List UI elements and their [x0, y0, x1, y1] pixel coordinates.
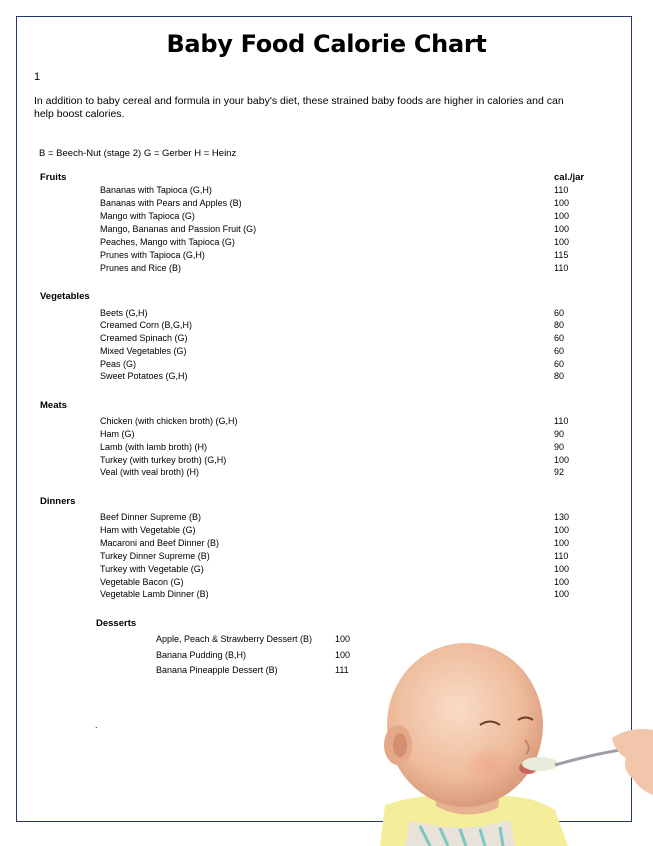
- list-item-name: Beets (G,H): [100, 308, 148, 318]
- list-item-name: Prunes with Tapioca (G,H): [100, 250, 205, 260]
- page-number: 1: [34, 71, 41, 83]
- list-item-name: Banana Pudding (B,H): [156, 650, 247, 660]
- list-item-name: Macaroni and Beef Dinner (B): [100, 538, 220, 548]
- list-item-name: Creamed Spinach (G): [100, 333, 188, 343]
- list-item-calories: 100: [554, 455, 570, 465]
- list-item-name: Peaches, Mango with Tapioca (G): [100, 237, 235, 247]
- list-item-calories: 100: [554, 237, 570, 247]
- document-title: Baby Food Calorie Chart: [166, 30, 487, 58]
- list-item-name: Turkey with Vegetable (G): [100, 564, 204, 574]
- list-item-name: Bananas with Pears and Apples (B): [100, 198, 242, 208]
- list-item-name: Beef Dinner Supreme (B): [100, 512, 202, 522]
- list-item-calories: 111: [335, 665, 349, 675]
- brand-legend: B = Beech-Nut (stage 2) G = Gerber H = Heinz: [39, 148, 237, 159]
- list-item-name: Lamb (with lamb broth) (H): [100, 442, 208, 452]
- list-item-calories: 110: [554, 551, 569, 561]
- list-item-calories: 100: [554, 577, 570, 587]
- list-item-name: Turkey Dinner Supreme (B): [100, 551, 210, 561]
- list-item-calories: 100: [554, 525, 570, 535]
- list-item-name: Peas (G): [100, 359, 137, 369]
- list-item-name: Veal (with veal broth) (H): [100, 467, 200, 477]
- baby-eating-from-spoon-photo: [340, 630, 653, 846]
- list-item-name: Sweet Potatoes (G,H): [100, 371, 188, 381]
- list-item-calories: 60: [554, 308, 565, 318]
- list-item-name: Ham with Vegetable (G): [100, 525, 196, 535]
- list-item-calories: 100: [554, 564, 570, 574]
- list-item-name: Vegetable Lamb Dinner (B): [100, 589, 209, 599]
- section-heading-meats: Meats: [40, 400, 67, 411]
- list-item-calories: 60: [554, 359, 565, 369]
- section-heading-dinners: Dinners: [40, 496, 76, 507]
- list-item-calories: 80: [554, 320, 565, 330]
- list-item-name: Mango with Tapioca (G): [100, 211, 195, 221]
- list-item-calories: 90: [554, 442, 565, 452]
- calories-column-header: cal./jar: [554, 172, 585, 183]
- list-item-calories: 110: [554, 416, 569, 426]
- list-item-name: Creamed Corn (B,G,H): [100, 320, 193, 330]
- list-item-calories: 100: [554, 589, 570, 599]
- list-item-name: Apple, Peach & Strawberry Dessert (B): [156, 634, 313, 644]
- intro-paragraph: In addition to baby cereal and formula in your baby's diet, these strained baby foods are higher in calories and can help boost calories.: [34, 95, 564, 120]
- list-item-name: Chicken (with chicken broth) (G,H): [100, 416, 238, 426]
- list-item-calories: 90: [554, 429, 565, 439]
- list-item-calories: 92: [554, 467, 565, 477]
- list-item-calories: 100: [335, 650, 351, 660]
- list-item-calories: 80: [554, 371, 565, 381]
- list-item-name: Prunes and Rice (B): [100, 263, 182, 273]
- list-item-calories: 100: [335, 634, 351, 644]
- list-item-name: Banana Pineapple Dessert (B): [156, 665, 278, 675]
- section-heading-fruits: Fruits: [40, 172, 67, 183]
- list-item-name: Turkey (with turkey broth) (G,H): [100, 455, 227, 465]
- list-item-calories: 100: [554, 224, 570, 234]
- list-item-calories: 60: [554, 346, 565, 356]
- list-item-calories: 100: [554, 211, 570, 221]
- list-item-name: Mixed Vegetables (G): [100, 346, 187, 356]
- list-item-calories: 100: [554, 198, 570, 208]
- list-item-name: Ham (G): [100, 429, 135, 439]
- list-item-name: Vegetable Bacon (G): [100, 577, 184, 587]
- trailing-mark: .: [95, 720, 98, 730]
- list-item-calories: 110: [554, 185, 569, 195]
- section-heading-desserts: Desserts: [96, 618, 137, 629]
- list-item-calories: 100: [554, 538, 570, 548]
- list-item-calories: 115: [554, 250, 569, 260]
- list-item-calories: 60: [554, 333, 565, 343]
- list-item-calories: 110: [554, 263, 569, 273]
- list-item-calories: 130: [554, 512, 570, 522]
- section-heading-vegetables: Vegetables: [40, 291, 90, 302]
- list-item-name: Mango, Bananas and Passion Fruit (G): [100, 224, 257, 234]
- list-item-name: Bananas with Tapioca (G,H): [100, 185, 212, 195]
